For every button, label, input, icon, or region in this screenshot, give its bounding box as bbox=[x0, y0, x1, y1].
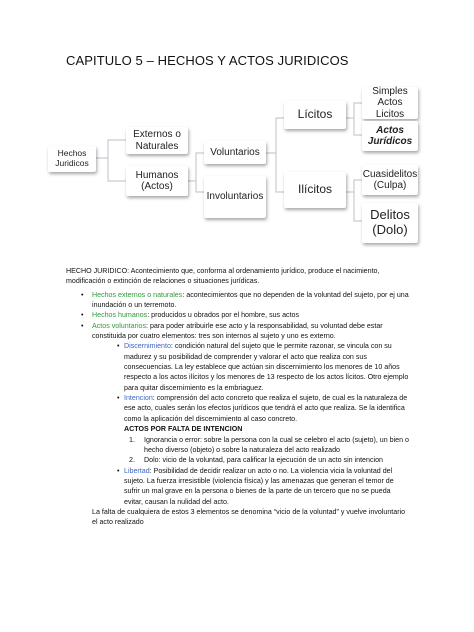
node-humanos-actos: Humanos (Actos) bbox=[126, 166, 188, 196]
sub-bullet-list bbox=[92, 466, 411, 507]
node-actos-juridicos: Actos Jurídicos bbox=[362, 121, 418, 151]
node-hechos-juridicos: Hechos Juridicos bbox=[48, 146, 96, 172]
node-involuntarios: Involuntarios bbox=[204, 176, 266, 218]
connector-line bbox=[266, 118, 284, 153]
connector-line bbox=[96, 140, 126, 158]
node-externos-naturales: Externos o Naturales bbox=[126, 127, 188, 154]
connector-line bbox=[346, 180, 362, 192]
sub-bullet-list bbox=[92, 341, 411, 424]
term-libertad: Libertad bbox=[124, 466, 150, 475]
bullet-text: : para poder atribuirle ese acto y la responsabilidad, su voluntad debe estar constituida por cuatro elementos: tres son internos al sujeto y uno es externo. bbox=[92, 321, 383, 341]
node-voluntarios: Voluntarios bbox=[204, 141, 266, 164]
bullet-icon: • bbox=[117, 394, 120, 403]
item-text: Ignorancia o error: sobre la persona con la cual se celebro el acto (sujeto), un bien o hecho diverso (objeto) o sobre la naturaleza del acto realizado bbox=[144, 435, 409, 454]
term-hechos-humanos: Hechos humanos bbox=[92, 311, 148, 320]
list-item bbox=[92, 455, 411, 465]
bullet-icon: • bbox=[81, 290, 84, 299]
classification-diagram bbox=[0, 0, 474, 260]
bullet-icon: • bbox=[117, 466, 120, 475]
item-number: 1. bbox=[129, 435, 135, 444]
connector-line bbox=[196, 181, 204, 192]
node-ilicitos: Ilícitos bbox=[284, 172, 346, 208]
connector-line bbox=[276, 153, 284, 192]
term-intencion: Intencion bbox=[124, 394, 153, 403]
main-bullet-list bbox=[66, 290, 411, 507]
connector-line bbox=[354, 118, 362, 135]
list-item bbox=[92, 393, 411, 424]
bullet-icon: • bbox=[117, 342, 120, 351]
numbered-list bbox=[92, 435, 411, 466]
bullet-icon: • bbox=[81, 311, 84, 320]
list-item bbox=[92, 341, 411, 393]
node-simples-actos-licitos: Simples Actos Licitos bbox=[362, 87, 418, 119]
bullet-text: : Posibilidad de decidir realizar un acto o no. La violencia vicia la voluntad del sujeto. La fuerza irresistible (violencia física) y las amenazas que generan el temor de sufrir un mal grave en la persona o bienes de la parte de un tercero que no se pueda evitar, causan la nulidad del acto. bbox=[124, 466, 394, 506]
node-delitos: Delitos (Dolo) bbox=[362, 203, 418, 243]
connector-line bbox=[346, 103, 362, 118]
node-cuasidelitos: Cuasidelitos (Culpa) bbox=[362, 165, 418, 195]
term-discernimiento: Discernimiento bbox=[124, 342, 171, 351]
term-hechos-externos: Hechos externos o naturales bbox=[92, 290, 183, 299]
closing-paragraph: La falta de cualquiera de estos 3 elementos se denomina “vicio de la voluntad” y vuelve involuntario el acto realizado bbox=[92, 507, 406, 527]
list-item bbox=[92, 466, 411, 507]
connector-line bbox=[188, 153, 204, 181]
intro-label: HECHO JURIDICO: bbox=[66, 267, 130, 275]
term-actos-voluntarios: Actos voluntarios bbox=[92, 321, 147, 330]
intro-text: Acontecimiento que, conforma al ordenamiento jurídico, produce el nacimiento, modificación o extinción de relaciones o situaciones jurídicas. bbox=[66, 267, 380, 286]
intro-paragraph bbox=[66, 266, 411, 287]
chapter-title: CAPITULO 5 – HECHOS Y ACTOS JURIDICOS bbox=[66, 53, 349, 68]
bullet-text: : comprensión del acto concreto que realiza el sujeto, de cual es la naturaleza de ese acto, cuales serán los efectos jurídicos que tendrá el acto que realiza. Se la identifica como la aplicación del discernimiento al caso concreto. bbox=[124, 394, 408, 423]
node-licitos: Lícitos bbox=[284, 101, 346, 129]
document-body bbox=[66, 266, 411, 528]
list-item bbox=[92, 435, 411, 456]
item-text: Dolo: vicio de la voluntad, para calificar la ejecución de un acto sin intencion bbox=[144, 456, 383, 465]
bullet-text: : acontecimientos que no dependen de la voluntad del sujeto, por ej una inundación o un terremoto. bbox=[92, 290, 409, 310]
list-item bbox=[66, 321, 411, 507]
list-item bbox=[66, 310, 411, 320]
bullet-text: : condición natural del sujeto que le permite razonar, se vincula con su madurez y su posibilidad de comprender y valorar el acto que realiza con sus consecuencias. La ley establece que actúan sin discernimiento los menores de 10 años respecto a los actos ilícitos y los menores de 13 respecto de los actos lícitos. Otro ejemplo para quitar discernimiento es la embriaguez. bbox=[124, 342, 409, 392]
falta-intencion-heading: ACTOS POR FALTA DE INTENCION bbox=[124, 425, 243, 434]
bullet-icon: • bbox=[81, 321, 84, 330]
list-item bbox=[66, 290, 411, 311]
connector-line bbox=[108, 158, 126, 181]
item-number: 2. bbox=[129, 456, 135, 465]
bullet-text: : producidos u obrados por el hombre, sus actos bbox=[147, 311, 300, 320]
connector-line bbox=[354, 192, 362, 221]
